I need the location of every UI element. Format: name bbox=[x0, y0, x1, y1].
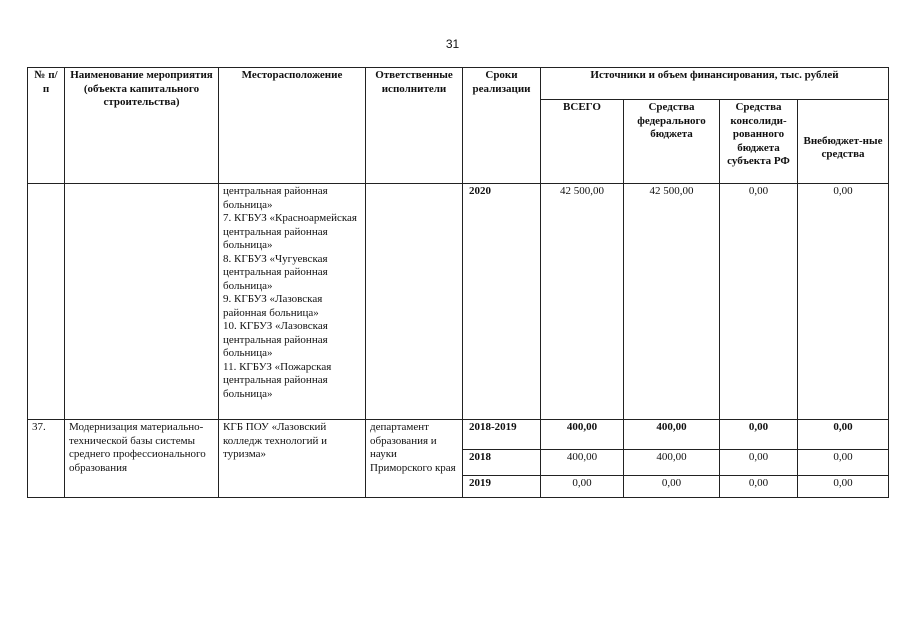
subheader-total: ВСЕГО bbox=[541, 100, 624, 184]
cell-no-empty bbox=[28, 184, 65, 420]
cell-period: 2020 bbox=[463, 184, 541, 420]
cell-period: 2018-2019 bbox=[463, 420, 541, 450]
subheader-consolidated: Средства консолиди-рованного бюджета субъекта РФ bbox=[720, 100, 798, 184]
cell-consolidated: 0,00 bbox=[720, 420, 798, 450]
subheader-extra: Внебюджет-ные средства bbox=[798, 100, 889, 184]
cell-total: 400,00 bbox=[541, 450, 624, 476]
table-row-37 bbox=[28, 420, 889, 450]
header-funding: Источники и объем финансирования, тыс. рублей bbox=[541, 68, 889, 100]
cell-responsible: департамент образования и науки Приморского края bbox=[366, 420, 463, 498]
location-line: 11. КГБУЗ «Пожарская центральная районная больница» bbox=[223, 360, 332, 400]
cell-federal: 400,00 bbox=[624, 450, 720, 476]
cell-federal: 42 500,00 bbox=[624, 184, 720, 420]
cell-location: КГБ ПОУ «Лазовский колледж технологий и туризма» bbox=[219, 420, 366, 498]
cell-consolidated: 0,00 bbox=[720, 184, 798, 420]
cell-total: 0,00 bbox=[541, 476, 624, 498]
header-name: Наименование мероприятия (объекта капитального строительства) bbox=[65, 68, 219, 184]
cell-extra: 0,00 bbox=[798, 184, 889, 420]
cell-federal: 0,00 bbox=[624, 476, 720, 498]
cell-extra: 0,00 bbox=[798, 476, 889, 498]
cell-total: 42 500,00 bbox=[541, 184, 624, 420]
cell-event-name: Модернизация материально-технической базы системы среднего профессионального образования bbox=[65, 420, 219, 498]
cell-period: 2019 bbox=[463, 476, 541, 498]
header-no: № п/п bbox=[28, 68, 65, 184]
location-line: 9. КГБУЗ «Лазовская районная больница» bbox=[223, 293, 323, 319]
location-line: центральная районная больница» bbox=[223, 185, 328, 211]
cell-total: 400,00 bbox=[541, 420, 624, 450]
cell-row-number: 37. bbox=[28, 420, 65, 498]
location-line: 8. КГБУЗ «Чугуевская центральная районная больница» bbox=[223, 252, 328, 292]
subheader-federal: Средства федерального бюджета bbox=[624, 100, 720, 184]
table-row-continued bbox=[28, 184, 889, 420]
cell-responsible-empty bbox=[366, 184, 463, 420]
page-number: 31 bbox=[445, 37, 460, 51]
cell-period: 2018 bbox=[463, 450, 541, 476]
cell-location-list bbox=[219, 184, 366, 420]
cell-extra: 0,00 bbox=[798, 450, 889, 476]
header-responsible: Ответственные исполнители bbox=[366, 68, 463, 184]
location-line: 10. КГБУЗ «Лазовская центральная районная больница» bbox=[223, 320, 328, 359]
cell-federal: 400,00 bbox=[624, 420, 720, 450]
cell-extra: 0,00 bbox=[798, 420, 889, 450]
cell-consolidated: 0,00 bbox=[720, 476, 798, 498]
funding-table bbox=[27, 67, 889, 498]
location-line: 7. КГБУЗ «Красноармейская центральная районная больница» bbox=[223, 212, 357, 251]
header-period: Сроки реализации bbox=[463, 68, 541, 184]
cell-consolidated: 0,00 bbox=[720, 450, 798, 476]
cell-name-empty bbox=[65, 184, 219, 420]
header-location: Месторасположение bbox=[219, 68, 366, 184]
